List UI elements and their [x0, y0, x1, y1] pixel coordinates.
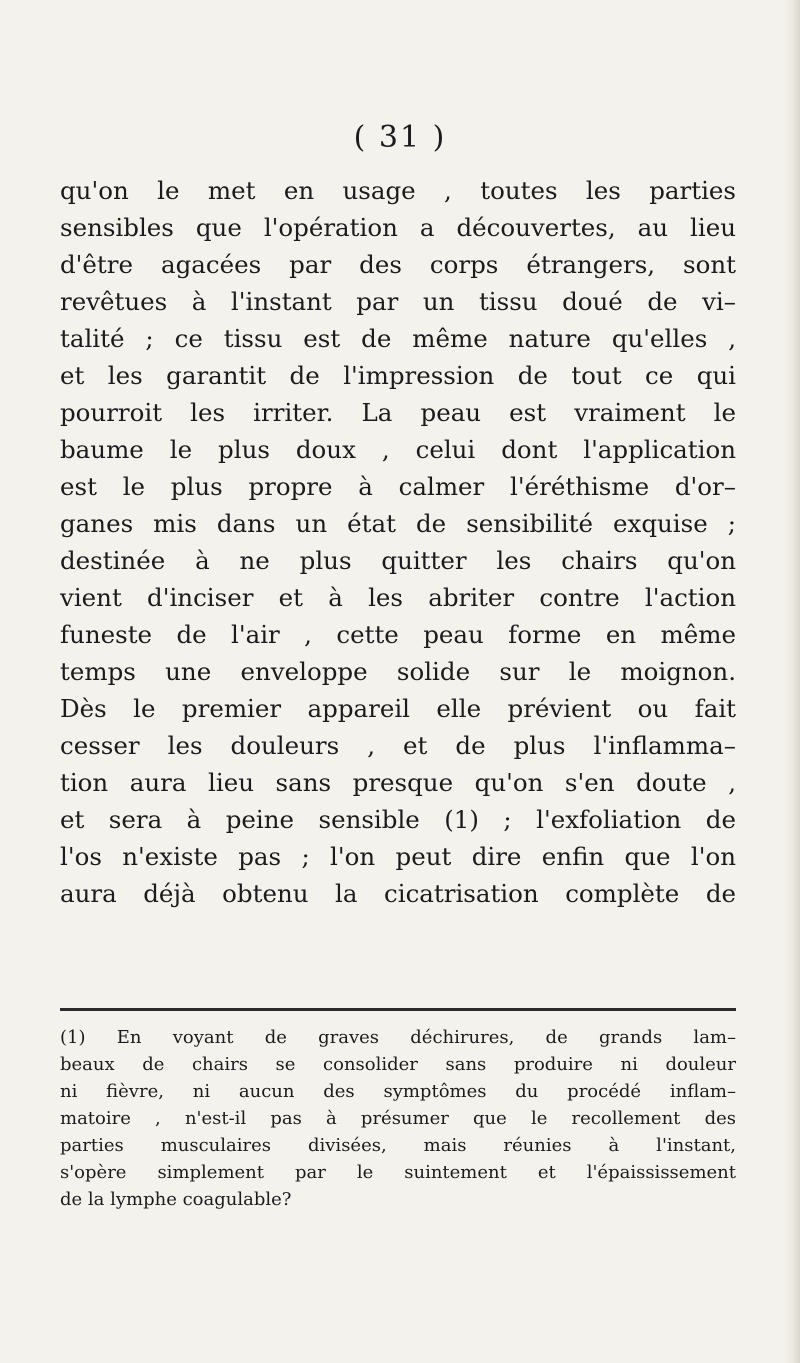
- body-line: est le plus propre à calmer l'éréthisme d'or–: [60, 472, 736, 501]
- body-line: Dès le premier appareil elle prévient ou fait: [60, 694, 736, 723]
- footnote: [60, 1024, 736, 1213]
- body-line: temps une enveloppe solide sur le moignon.: [60, 657, 736, 686]
- footnote-line: ni fièvre, ni aucun des symptômes du procédé inflam–: [60, 1081, 736, 1102]
- body-line: d'être agacées par des corps étrangers, sont: [60, 250, 736, 279]
- body-line: cesser les douleurs , et de plus l'inflamma–: [60, 731, 736, 760]
- body-line: tion aura lieu sans presque qu'on s'en doute ,: [60, 768, 736, 797]
- footnote-separator-rule: [60, 1008, 736, 1011]
- page-number: ( 31 ): [353, 120, 447, 155]
- body-line: et les garantit de l'impression de tout ce qui: [60, 361, 736, 390]
- body-line: baume le plus doux , celui dont l'application: [60, 435, 736, 464]
- body-line: qu'on le met en usage , toutes les parties: [60, 176, 736, 205]
- body-line: sensibles que l'opération a découvertes, au lieu: [60, 213, 736, 242]
- body-line: talité ; ce tissu est de même nature qu'elles ,: [60, 324, 736, 353]
- footnote-line: (1) En voyant de graves déchirures, de grands lam–: [60, 1027, 736, 1048]
- body-line: funeste de l'air , cette peau forme en même: [60, 620, 736, 649]
- footnote-line: parties musculaires divisées, mais réunies à l'instant,: [60, 1135, 736, 1156]
- body-line: vient d'inciser et à les abriter contre l'action: [60, 583, 736, 612]
- body-line: l'os n'existe pas ; l'on peut dire enfin que l'on: [60, 842, 736, 871]
- body-line: destinée à ne plus quitter les chairs qu'on: [60, 546, 736, 575]
- footnote-line: de la lymphe coagulable?: [60, 1189, 292, 1210]
- footnote-line: matoire , n'est-il pas à présumer que le recollement des: [60, 1108, 736, 1129]
- footnote-line: s'opère simplement par le suintement et l'épaississement: [60, 1162, 736, 1183]
- body-line: et sera à peine sensible (1) ; l'exfoliation de: [60, 805, 736, 834]
- body-line: aura déjà obtenu la cicatrisation complète de: [60, 879, 736, 908]
- body-line: pourroit les irriter. La peau est vraiment le: [60, 398, 736, 427]
- footnote-line: beaux de chairs se consolider sans produire ni douleur: [60, 1054, 736, 1075]
- body-line: ganes mis dans un état de sensibilité exquise ;: [60, 509, 736, 538]
- page-edge-shadow: [782, 0, 800, 1363]
- body-text: [60, 172, 736, 912]
- body-line: revêtues à l'instant par un tissu doué de vi–: [60, 287, 736, 316]
